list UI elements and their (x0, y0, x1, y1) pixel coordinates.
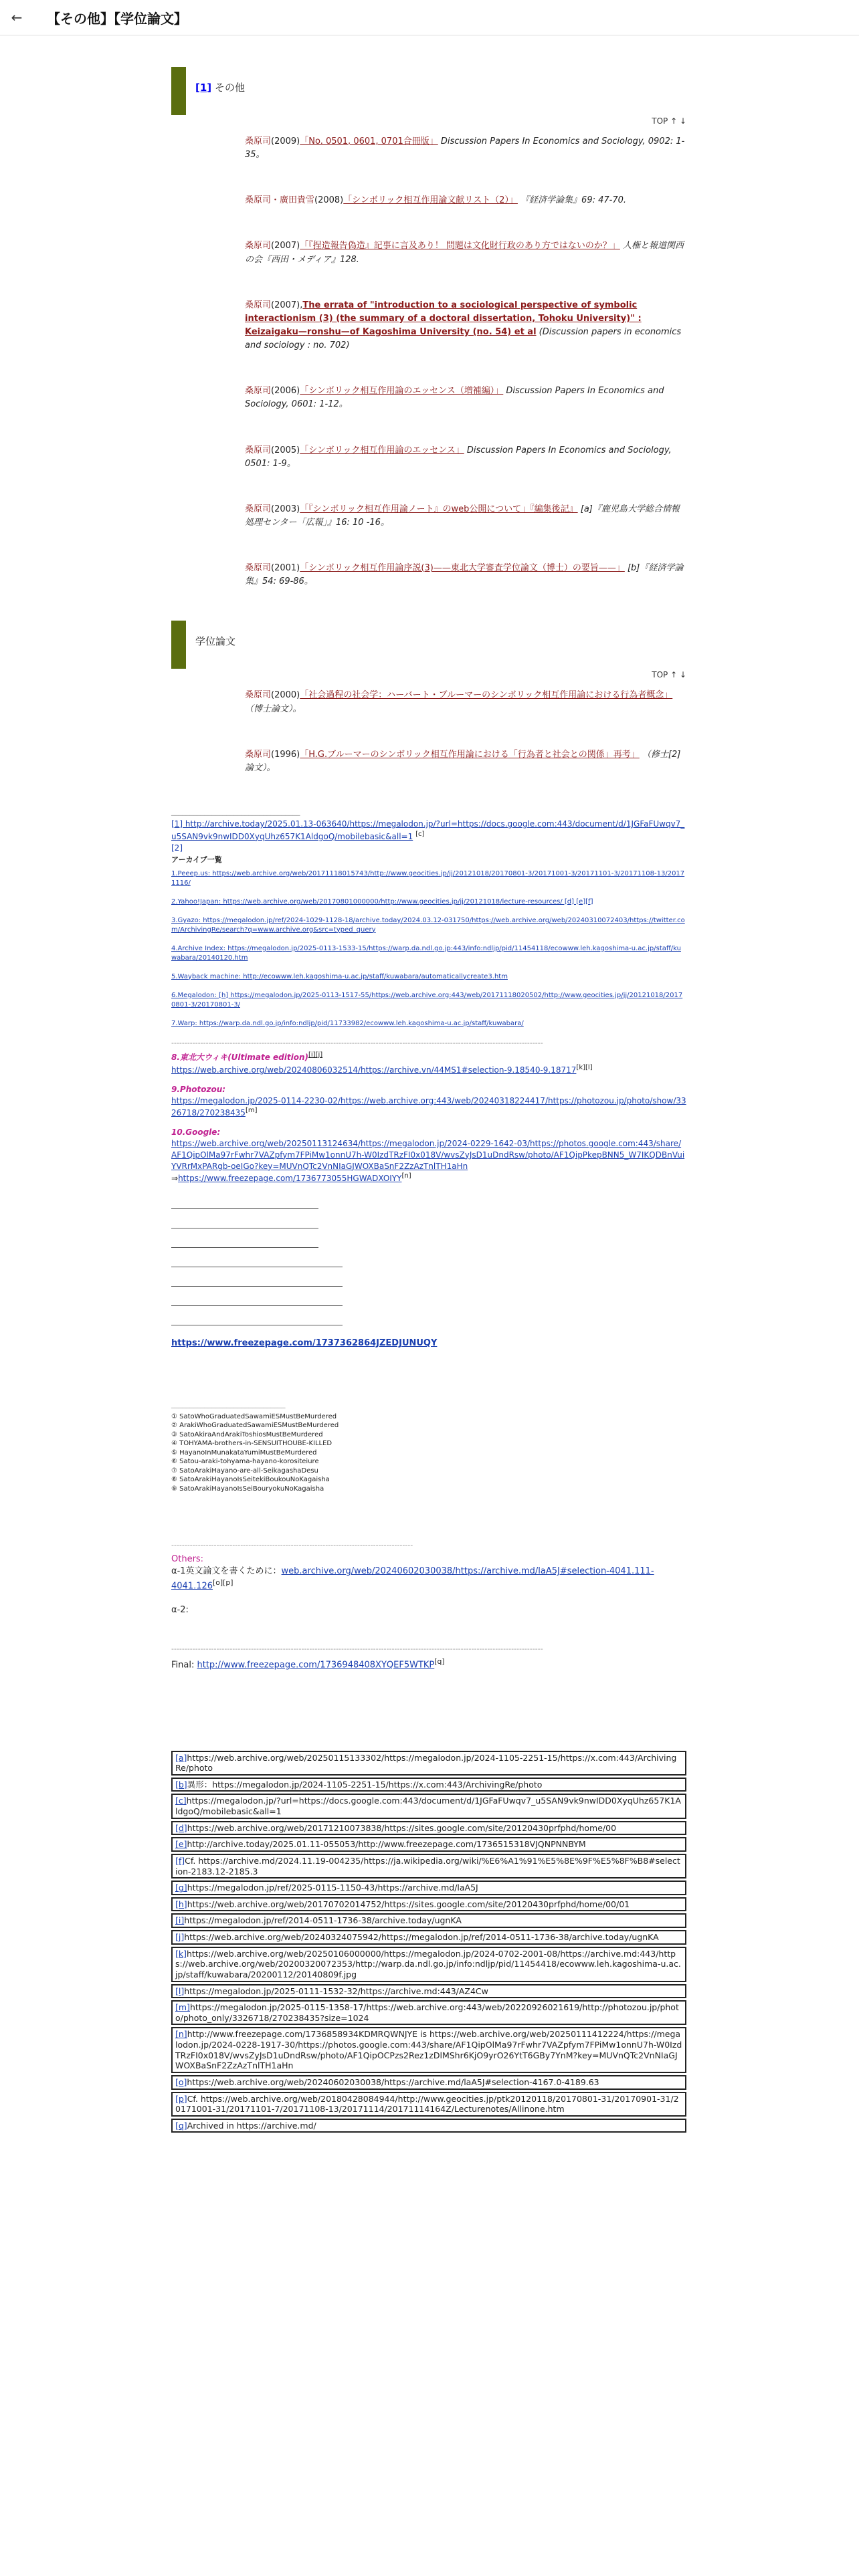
entry-year: (1996) (271, 749, 300, 760)
entry-year: (2007), (271, 300, 303, 310)
entry-title-link[interactable]: 「シンボリック相互作用論のエッセンス」 (300, 445, 464, 455)
archive-list-title: アーカイブ一覧 (171, 855, 222, 865)
entry-author: 桑原司 (245, 445, 272, 455)
entry-year: (2001) (271, 563, 300, 574)
entry-link[interactable]: https://www.freezepage.com/1736773055HGWADXOIYY (178, 1174, 402, 1184)
entry-title-link[interactable]: 「社会過程の社会学：ハーバート・ブルーマーのシンボリック相互作用論における行為者概念」 (300, 690, 673, 701)
reference-item (171, 1897, 686, 1912)
name-item: ① SatoWhoGraduatedSawamiESMustBeMurdered (171, 1412, 337, 1420)
reference-key[interactable]: [b] (175, 1779, 187, 1790)
entry-link[interactable]: https://web.archive.org/web/20250113124634/https://megalodon.jp/2024-0229-1642-03/https://photos.google.com:443/share/AF1QipOlMa97rFwhr7VAZpfym7FPiMw1onnU7h-W0IzdTRzFI0x018V/wvsZyJsD1uDndRsw/photo/AF1QipPkepBNN5_W7IKQDBnVuiYVRrMxPARgb-oeIGo?key=MUVnQTc2VnNIaGJWOXBaSnF2ZzAzTnlTH1aHn (171, 1138, 685, 1171)
entry-author: 桑原司 (245, 300, 272, 310)
section-title: [1] その他 (195, 82, 245, 94)
reference-key[interactable]: [g] (175, 1883, 187, 1893)
reference-key[interactable]: [q] (175, 2120, 187, 2131)
reference-key[interactable]: [d] (175, 1822, 187, 1833)
entry-year: (2009) (271, 136, 300, 146)
separator: ___________________________________ (171, 807, 300, 816)
entry-title-link[interactable]: 「シンボリック相互作用論序説(3)——東北大学審査学位論文（博士）の要旨——」 (300, 563, 625, 574)
bibliography-entry (245, 299, 686, 353)
entry-label: 9.Photozou: (171, 1084, 226, 1094)
reference-item (171, 1778, 686, 1792)
entry-list-other (171, 135, 686, 588)
entry-author: 桑原司 (245, 504, 272, 514)
reference-text: https://megalodon.jp/ref/2014-0511-1736-38/archive.today/ugnKA (184, 1915, 462, 1926)
entry-source: (Discussion papers in economics and sociology : no. 702) (245, 326, 682, 351)
reference-text: https://megalodon.jp/?url=https://docs.google.com:443/document/d/1JGFaFUwqv7_u5SAN9vk9nwIDD0XyqUhz657K1AldgoQ/mobilebasic&all=1 (175, 1796, 681, 1817)
entry-title-link[interactable]: 「『シンボリック相互作用論ノート』のweb公開について」『編集後記』 (300, 504, 578, 514)
reference-key[interactable]: [e] (175, 1839, 187, 1850)
reference-key[interactable]: [c] (175, 1796, 187, 1806)
bibliography-entry (245, 689, 686, 716)
reference-key[interactable]: [n] (175, 2029, 187, 2040)
reference-key[interactable]: [l] (175, 1985, 185, 1996)
entry-author: 桑原司 (245, 690, 272, 701)
bibliography-entry (245, 444, 686, 471)
reference-key[interactable]: [k] (175, 1948, 187, 1959)
bibliography-entry (245, 385, 686, 411)
reference-item (171, 1913, 686, 1928)
document-body (171, 67, 686, 2135)
bibliography-entry (245, 748, 686, 775)
section-bar (171, 621, 186, 669)
others-block: Others: α-1英文論文を書くために：web.archive.org/web/20240602030038/https://archive.md/laA5J#selection-4041.111-4041.126[o][p] α-2: (171, 1553, 654, 1616)
bibliography-entry (245, 239, 686, 266)
entry-author: 桑原司 (245, 241, 272, 251)
reference-text: Archived in https://archive.md/ (187, 2120, 316, 2131)
reference-item (171, 1821, 686, 1836)
entry-year: (2006) (271, 386, 300, 397)
reference-item (171, 2075, 686, 2090)
entry-title-link[interactable]: 「H.G.ブルーマーのシンボリック相互作用論における「行為者と社会との関係」再考」 (300, 749, 640, 760)
entry-source: [a]『鹿児島大学総合情報処理センター「広報」』16: 10 -16。 (245, 504, 680, 528)
reference-text: https://web.archive.org/web/20170702014752/https://sites.google.com/site/20120430prfphd/home/00/01 (187, 1899, 630, 1909)
entry-link[interactable]: https://web.archive.org/web/20240806032514/https://archive.vn/44MS1#selection-9.18540-9.18717 (171, 1065, 577, 1075)
reference-text: Cf. https://web.archive.org/web/20180428084944/http://www.geocities.jp/ptk20120118/20170801-31/20170901-31/20171001-31/20171101-7/20171108-13/20171114/20171114164Z/Lecturenotes/Allinone.htm (175, 2093, 679, 2115)
reference-text: https://web.archive.org/web/20240602030038/https://archive.md/laA5J#selection-4167.0-4189.63 (187, 2076, 599, 2087)
reference-text: https://web.archive.org/web/20250115133302/https://megalodon.jp/2024-1105-2251-15/https://x.com:443/ArchivingRe/photo (175, 1752, 677, 1774)
entry-source: Discussion Papers In Economics and Sociology, 0601: 1-12。 (245, 386, 664, 410)
entry-year: (2008) (314, 195, 344, 206)
entry-author: 桑原司・廣田貴雪 (245, 195, 315, 206)
entry-source: Discussion Papers In Economics and Sociology, 0902: 1-35。 (245, 136, 685, 160)
reference-key[interactable]: [p] (175, 2093, 187, 2104)
reference-text: https://web.archive.org/web/20250106000000/https://megalodon.jp/2024-0702-2001-08/https://archive.md:443/https://web.archive.org/web/20200320072353/http://warp.da.ndl.go.jp/info:ndljp/pid/11454418/ecowww.leh.kagoshima-u.ac.jp/staff/kuwabara/20200112/20140809f.jpg (175, 1948, 681, 1979)
archive-item[interactable]: 4.Archive Index: https://megalodon.jp/2025-0113-1533-15/https://warp.da.ndl.go.jp:443/info:ndljp/pid/11454118/ecowww.leh.kagoshima-u.ac.jp/staff/kuwabara/20140120.htm (171, 944, 681, 962)
reference-text: http://www.freezepage.com/1736858934KDMRQWNJYE is https://web.archive.org/web/20250111412224/https://megalodon.jp/2024-0228-1917-30/https://photos.google.com:443/share/AF1QipOlMa97rFwhr7VAZpfym7FPiMw1onnU7h-W0IzdTRzFI0x018V/wvsZyJsD1uDndRsw/photo/AF1QipOCPzs2Rez1zDlMShr6KjO9yrO26YtT6GBy7YnM?key=MUVnQTc2VnNIaGJWOXBaSnF2ZzAzTnlTH1aHn (175, 2029, 682, 2071)
reference-text: https://megalodon.jp/2025-0115-1358-17/https://web.archive.org:443/web/20220926021619/http://photozou.jp/photo/photo_only/3326718/270238435?size=1024 (175, 2002, 679, 2023)
reference-text: http://archive.today/2025.01.11-055053/http://www.freezepage.com/1736515318VJQNPNNBYM (187, 1839, 586, 1850)
entry-9: 9.Photozou: https://megalodon.jp/2025-0114-2230-02/https://web.archive.org:443/web/20240318224417/https://photozou.jp/photo/show/3326718/270238435[m] (171, 1084, 686, 1118)
footnote-1: [1] http://archive.today/2025.01.13-063640/https://megalodon.jp/?url=https://docs.google.com:443/document/d/1JGFaFUwqv7_u5SAN9vk9nwIDD0XyqUhz657K1AldgoQ/mobilebasic&all=1 [c] (171, 819, 685, 841)
reference-key[interactable]: [m] (175, 2002, 190, 2013)
reference-item (171, 1881, 686, 1895)
reference-text: https://megalodon.jp/2025-0111-1532-32/https://archive.md:443/AZ4Cw (184, 1985, 488, 1996)
entry-label: 10.Google: (171, 1128, 221, 1138)
page-title: 【その他】【学位論文】 (47, 10, 187, 27)
reference-key[interactable]: [o] (175, 2076, 187, 2087)
entry-label: 8.東北大ウィキ(Ultimate edition) (171, 1053, 308, 1063)
section-header-other (171, 67, 686, 115)
entry-source: （修士[2]論文）。 (245, 749, 681, 773)
entry-title-link[interactable]: 「『捏造報告偽造』記事に言及あり！ 問題は文化財行政のあり方ではないのか？」 (300, 241, 620, 251)
separator: -------------------------------------------------------------------------------------------------------------------------------------------- (171, 1038, 543, 1047)
freezepage-link[interactable]: https://www.freezepage.com/1737362864JZEDJUNUQY (171, 1338, 438, 1349)
separator: ------------------------------------------------------------------------------------------- (171, 1541, 413, 1550)
entry-author: 桑原司 (245, 386, 272, 397)
reference-key[interactable]: [h] (175, 1899, 187, 1909)
entry-8: 8.東北大ウィキ(Ultimate edition)[i][j] https://web.archive.org/web/20240806032514/https://archive.vn/44MS1#selection-9.18540-9.18717[k][l] (171, 1051, 593, 1075)
entry-year: (2003) (271, 504, 300, 514)
top-nav-link[interactable]: TOP ↑ ↓ (652, 116, 686, 126)
section-title: 学位論文 (195, 635, 236, 648)
entry-link[interactable]: https://megalodon.jp/2025-0114-2230-02/https://web.archive.org:443/web/20240318224417/https://photozou.jp/photo/show/3326718/270238435 (171, 1095, 686, 1118)
reference-item (171, 1751, 686, 1776)
names-list (171, 1412, 686, 1494)
footnote-2: [2] (171, 843, 183, 853)
entry-title-link[interactable]: 「No. 0501, 0601, 0701合冊版」 (300, 136, 438, 146)
reference-text: https://web.archive.org/web/20240324075942/https://megalodon.jp/ref/2014-0511-1736-38/archive.today/ugnKA (184, 1932, 659, 1943)
entry-title-link[interactable]: 「シンボリック相互作用論文献リスト（2）」 (343, 195, 518, 206)
archive-item[interactable]: 3.Gyazo: https://megalodon.jp/ref/2024-1029-1128-18/archive.today/2024.03.12-031750/https://web.archive.org/web/20240310072403/https://twitter.com/ArchivingRe/search?q=www.archive.org&src=typed_query (171, 916, 685, 934)
entry-source: Discussion Papers In Economics and Sociology, 0501: 1-9。 (245, 445, 672, 469)
blank-lines (171, 1190, 686, 1325)
entry-source: 『経済学論集』69: 47-70. (517, 195, 627, 206)
archive-item[interactable]: 2.Yahoo!Japan: https://web.archive.org/web/20170801000000/http://www.geocities.jp/jj/20121018/lecture-resources/ [d] [e][f] (171, 897, 593, 905)
arrow-left-icon[interactable]: ← (11, 9, 23, 25)
name-item: ⑨ SatoArakiHayanoIsSeiBouryokuNoKagaisha (171, 1485, 324, 1493)
reference-item (171, 2119, 686, 2133)
separator: -------------------------------------------------------------------------------------------------------------------------------------------- (171, 1644, 543, 1653)
footnote-ref-1[interactable]: [1] (195, 82, 212, 94)
name-item: ④ TOHYAMA-brothers-in-SENSUITHOUBE-KILLED (171, 1440, 332, 1448)
reference-key[interactable]: [j] (175, 1932, 185, 1943)
entry-year: (2005) (271, 445, 300, 455)
entry-author: 桑原司 (245, 749, 272, 760)
archive-item[interactable]: 7.Warp: https://warp.da.ndl.go.jp/info:ndljp/pid/11733982/ecowww.leh.kagoshima-u.ac.jp/staff/kuwabara/ (171, 1019, 524, 1027)
archive-item[interactable]: 6.Megalodon: [h] https://megalodon.jp/2025-0113-1517-55/https://web.archive.org:443/web/20171118020502/http://www.geocities.jp/jj/20121018/20170801-3/20170801-3/ (171, 991, 683, 1008)
others-link[interactable]: web.archive.org/web/20240602030038/https://archive.md/laA5J#selection-4041.111-4041.126 (171, 1566, 654, 1592)
reference-text: 異形：https://megalodon.jp/2024-1105-2251-15/https://x.com:443/ArchivingRe/photo (187, 1779, 543, 1790)
footnotes (171, 819, 686, 2133)
reference-item (171, 1794, 686, 1818)
final-link[interactable]: http://www.freezepage.com/1736948408XYQEF5WTKP (197, 1660, 435, 1671)
final-block: Final: http://www.freezepage.com/1736948408XYQEF5WTKP[q] (171, 1657, 445, 1671)
separator: _______________________________ (171, 1400, 286, 1409)
reference-item (171, 1930, 686, 1945)
reference-item (171, 1854, 686, 1879)
archive-item[interactable]: 1.Peeep.us: https://web.archive.org/web/20171118015743/http://www.geocities.jp/jj/20121018/20170801-3/20171001-3/20171101-3/20171108-13/20171116/ (171, 869, 685, 887)
entry-title-link[interactable]: 「シンボリック相互作用論のエッセンス（増補編）」 (300, 386, 504, 397)
entry-author: 桑原司 (245, 136, 272, 146)
app-header (0, 0, 859, 35)
section-bar (171, 67, 186, 115)
reference-text: Cf. https://archive.md/2024.11.19-004235/https://ja.wikipedia.org/wiki/%E6%A1%91%E5%8E%9F%E5%8F%B8#selection-2183.12-2185.3 (175, 1855, 680, 1876)
reference-item (171, 1837, 686, 1852)
entry-year: (2000) (271, 690, 300, 701)
reference-text: https://web.archive.org/web/20171210073838/https://sites.google.com/site/20120430prfphd/home/00 (187, 1822, 617, 1833)
entry-author: 桑原司 (245, 563, 272, 574)
entry-title-link[interactable]: The errata of "introduction to a sociological perspective of symbolic interactionism (3) (the summary of a doctoral dissertation, Tohoku University)" : Keizaigaku—ronshu—of Kagoshima University (no. 54) et al (245, 300, 642, 337)
bibliography-entry (245, 135, 686, 162)
reference-item (171, 2000, 686, 2025)
top-nav-link[interactable]: TOP ↑ ↓ (652, 670, 686, 680)
reference-text: https://megalodon.jp/ref/2025-0115-1150-43/https://archive.md/laA5J (187, 1883, 478, 1893)
entry-list-thesis (171, 689, 686, 775)
name-item: ⑤ HayanoInMunakataYumiMustBeMurdered (171, 1448, 317, 1457)
bibliography-entry (245, 562, 686, 588)
reference-item (171, 1947, 686, 1982)
section-header-thesis (171, 621, 686, 669)
reference-item (171, 1984, 686, 1999)
footnote-link[interactable]: [1] http://archive.today/2025.01.13-063640/https://megalodon.jp/?url=https://docs.google.com:443/document/d/1JGFaFUwqv7_u5SAN9vk9nwIDD0XyqUhz657K1AldgoQ/mobilebasic&all=1 (171, 819, 685, 841)
reference-item (171, 2092, 686, 2117)
entry-10: 10.Google: https://web.archive.org/web/20250113124634/https://megalodon.jp/2024-0229-1642-03/https://photos.google.com:443/share/AF1QipOlMa97rFwhr7VAZpfym7FPiMw1onnU7h-W0IzdTRzFI0x018V/wvsZyJsD1uDndRsw/photo/AF1QipPkepBNN5_W7IKQDBnVuiYVRrMxPARgb-oeIGo?key=MUVnQTc2VnNIaGJWOXBaSnF2ZzAzTnlTH1aHn ⇒https://www.freezepage.com/1736773055HGWADXOIYY[n] (171, 1128, 685, 1184)
name-item: ⑦ SatoArakiHayano-are-all-SeikagashaDesu (171, 1467, 318, 1475)
archive-list (171, 869, 686, 1029)
entry-year: (2007) (271, 241, 300, 251)
reference-key[interactable]: [f] (175, 1855, 185, 1866)
bibliography-entry (245, 194, 686, 207)
reference-key[interactable]: [i] (175, 1915, 185, 1926)
reference-key[interactable]: [a] (175, 1752, 187, 1763)
reference-item (171, 2027, 686, 2073)
entry-source: （博士論文）。 (245, 704, 302, 714)
name-item: ⑧ SatoArakiHayanoIsSeitekiBoukouNoKagaisha (171, 1476, 330, 1484)
bibliography-entry (245, 503, 686, 530)
name-item: ② ArakiWhoGraduatedSawamiESMustBeMurdered (171, 1422, 339, 1430)
name-item: ③ SatoAkiraAndArakiToshiosMustBeMurdered (171, 1430, 323, 1438)
entry-source: 人権と報道関西の会『西田・メディア』128. (245, 241, 684, 265)
archive-item[interactable]: 5.Wayback machine: http://ecowww.leh.kagoshima-u.ac.jp/staff/kuwabara/automaticallycreate3.htm (171, 972, 508, 980)
reference-list (171, 1751, 686, 2133)
name-item: ⑥ Satou-araki-tohyama-hayano-korositeiure (171, 1458, 319, 1466)
entry-source: [b]『経済学論集』54: 69-86。 (245, 563, 684, 587)
